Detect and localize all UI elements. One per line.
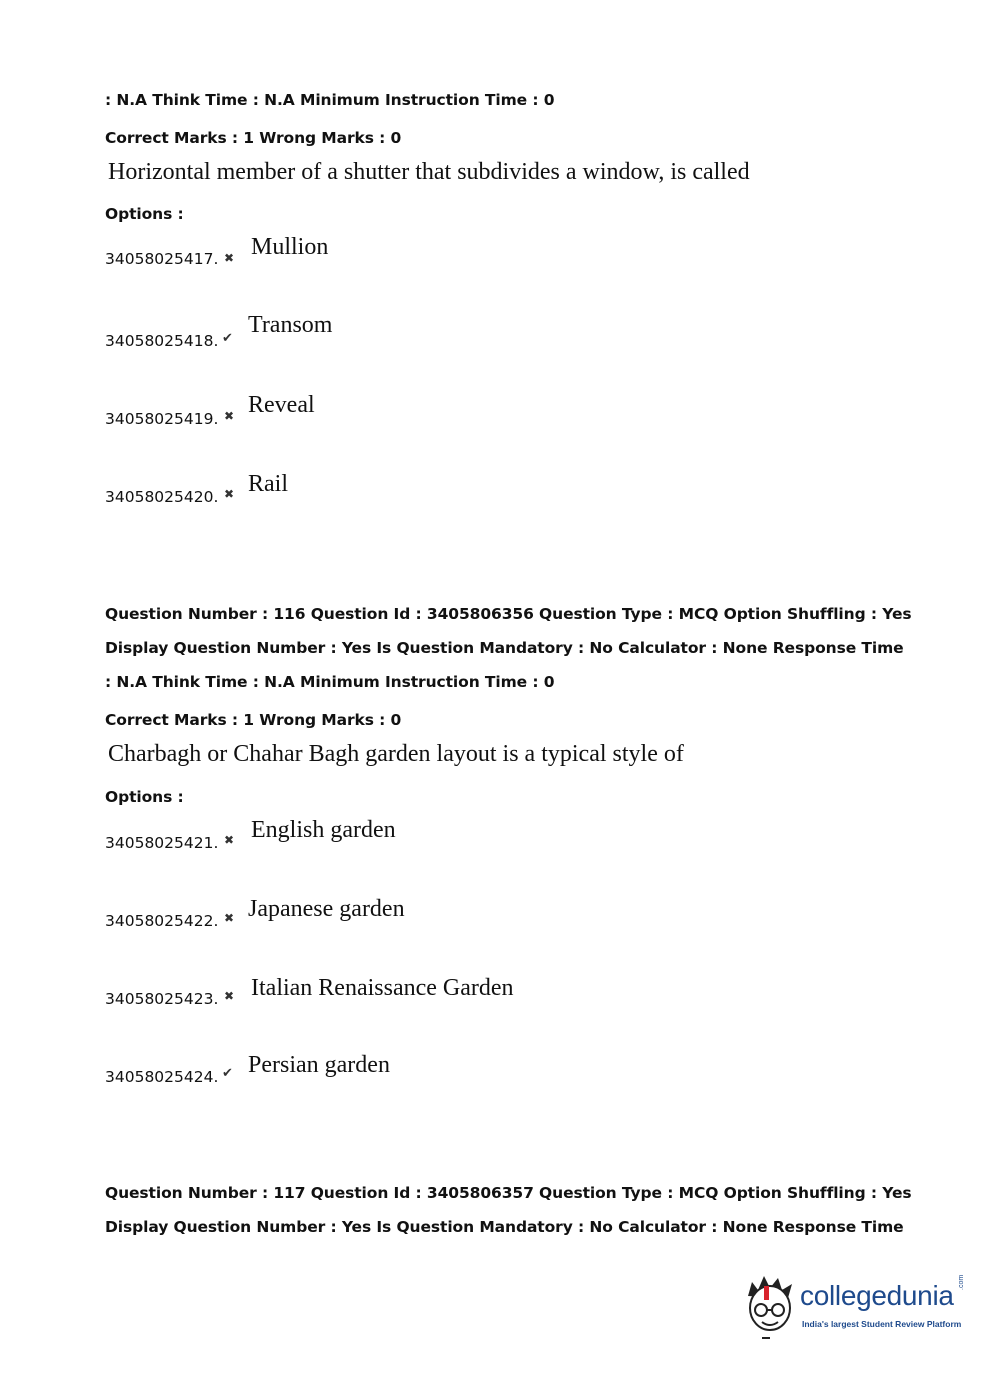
- option-text: Transom: [248, 312, 333, 338]
- collegedunia-logo: [742, 1272, 972, 1342]
- question-meta-line: Display Question Number : Yes Is Question Mandatory : No Calculator : None Response Time: [105, 1218, 904, 1236]
- logo-domain-suffix: .com: [958, 1274, 965, 1290]
- question-text: Charbagh or Chahar Bagh garden layout is a typical style of: [108, 741, 684, 767]
- option-text: Reveal: [248, 392, 315, 418]
- mascot-icon: [742, 1272, 800, 1342]
- check-icon: ✔: [222, 1066, 233, 1081]
- option-id: 34058025420.: [105, 488, 219, 506]
- cross-icon: ✖: [224, 409, 235, 423]
- option-text: Rail: [248, 471, 288, 497]
- marks-line: Correct Marks : 1 Wrong Marks : 0: [105, 129, 402, 147]
- question-text: Horizontal member of a shutter that subdivides a window, is called: [108, 159, 750, 185]
- option-text: Mullion: [251, 234, 329, 260]
- option-id: 34058025422.: [105, 912, 219, 930]
- option-id: 34058025417.: [105, 250, 219, 268]
- check-icon: ✔: [222, 331, 233, 346]
- cross-icon: ✖: [224, 487, 235, 501]
- cross-icon: ✖: [224, 989, 235, 1003]
- option-text: Persian garden: [248, 1052, 390, 1078]
- cross-icon: ✖: [224, 833, 235, 847]
- options-label: Options :: [105, 788, 184, 806]
- question-meta-line: : N.A Think Time : N.A Minimum Instruction Time : 0: [105, 91, 555, 109]
- cross-icon: ✖: [224, 251, 235, 265]
- cross-icon: ✖: [224, 911, 235, 925]
- option-text: Italian Renaissance Garden: [251, 975, 514, 1001]
- option-id: 34058025424.: [105, 1068, 219, 1086]
- option-id: 34058025419.: [105, 410, 219, 428]
- option-id: 34058025423.: [105, 990, 219, 1008]
- option-id: 34058025418.: [105, 332, 219, 350]
- option-id: 34058025421.: [105, 834, 219, 852]
- question-meta-line: Question Number : 116 Question Id : 3405806356 Question Type : MCQ Option Shuffling : Yes: [105, 605, 912, 623]
- question-meta-line: : N.A Think Time : N.A Minimum Instruction Time : 0: [105, 673, 555, 691]
- option-text: Japanese garden: [248, 896, 405, 922]
- logo-tagline: India's largest Student Review Platform: [802, 1319, 962, 1329]
- marks-line: Correct Marks : 1 Wrong Marks : 0: [105, 711, 402, 729]
- logo-wordmark: collegedunia: [800, 1280, 954, 1311]
- option-text: English garden: [251, 817, 396, 843]
- options-label: Options :: [105, 205, 184, 223]
- question-meta-line: Question Number : 117 Question Id : 3405806357 Question Type : MCQ Option Shuffling : Yes: [105, 1184, 912, 1202]
- question-meta-line: Display Question Number : Yes Is Question Mandatory : No Calculator : None Response Time: [105, 639, 904, 657]
